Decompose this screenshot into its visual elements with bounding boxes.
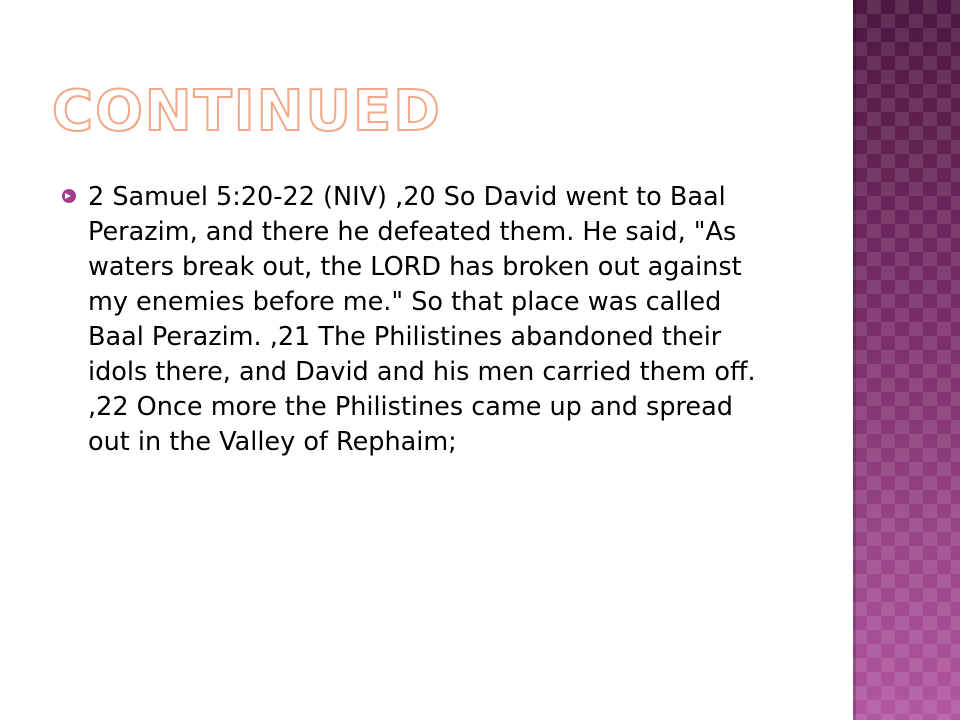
bullet-list	[62, 180, 782, 460]
bullet-text: 2 Samuel 5:20-22 (NIV) ,20 So David went to Baal Perazim, and there he defeated them. He said, "As waters break out, the LORD has broken out against my enemies before me." So that place was called Baal Perazim. ,21 The Philistines abandoned their idols there, and David and his men carried them off. ,22 Once more the Philistines came up and spread out in the Valley of Rephaim;	[88, 182, 756, 457]
slide-title: CONTINUED	[52, 79, 442, 144]
play-circle-bullet-icon	[62, 189, 76, 203]
decorative-side-panel	[853, 0, 960, 720]
